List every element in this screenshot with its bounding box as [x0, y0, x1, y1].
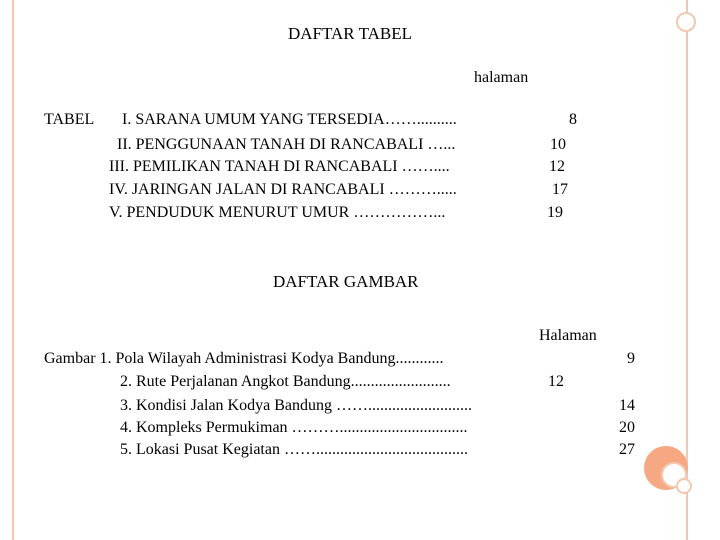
table-entry-3-text: III. PEMILIKAN TANAH DI RANCABALI ……....	[109, 158, 450, 175]
table-entry-3-page: 12	[549, 158, 565, 175]
figure-entry-4-page: 20	[619, 419, 635, 436]
figures-page-label: Halaman	[539, 327, 597, 344]
figure-entry-3-text: 3. Kondisi Jalan Kodya Bandung ……..........................	[120, 397, 472, 414]
figures-heading: DAFTAR GAMBAR	[273, 272, 419, 291]
table-entry-1-page: 8	[569, 111, 577, 128]
figure-entry-5-text: 5. Lokasi Pusat Kegiatan ……......................................	[120, 441, 468, 458]
decorative-circle-small	[676, 478, 692, 494]
table-entry-5-text: V. PENDUDUK MENURUT UMUR ……………...	[109, 204, 446, 221]
figure-entry-3-page: 14	[619, 397, 635, 414]
left-frame-line	[12, 0, 14, 540]
table-entry-2-page: 10	[550, 136, 566, 153]
figure-entry-2-page: 12	[548, 373, 564, 390]
figure-entry-5-page: 27	[619, 441, 635, 458]
tables-prefix: TABEL	[44, 111, 95, 128]
tables-heading: DAFTAR TABEL	[288, 24, 412, 43]
tables-page-label: halaman	[474, 69, 529, 86]
figure-entry-1-text: Gambar 1. Pola Wilayah Administrasi Kodya Bandung............	[44, 350, 444, 367]
table-entry-5-page: 19	[547, 204, 563, 221]
table-entry-1-text: I. SARANA UMUM YANG TERSEDIA……..........	[122, 111, 457, 128]
table-entry-2-text: II. PENGGUNAAN TANAH DI RANCABALI …...	[117, 136, 456, 153]
figure-entry-4-text: 4. Kompleks Permukiman ………................................	[120, 419, 468, 436]
decorative-circle-top	[676, 12, 696, 32]
figure-entry-1-page: 9	[627, 350, 635, 367]
table-entry-4-page: 17	[552, 181, 568, 198]
table-entry-4-text: IV. JARINGAN JALAN DI RANCABALI ……….....	[109, 181, 457, 198]
figure-entry-2-text: 2. Rute Perjalanan Angkot Bandung.........................	[120, 373, 451, 390]
